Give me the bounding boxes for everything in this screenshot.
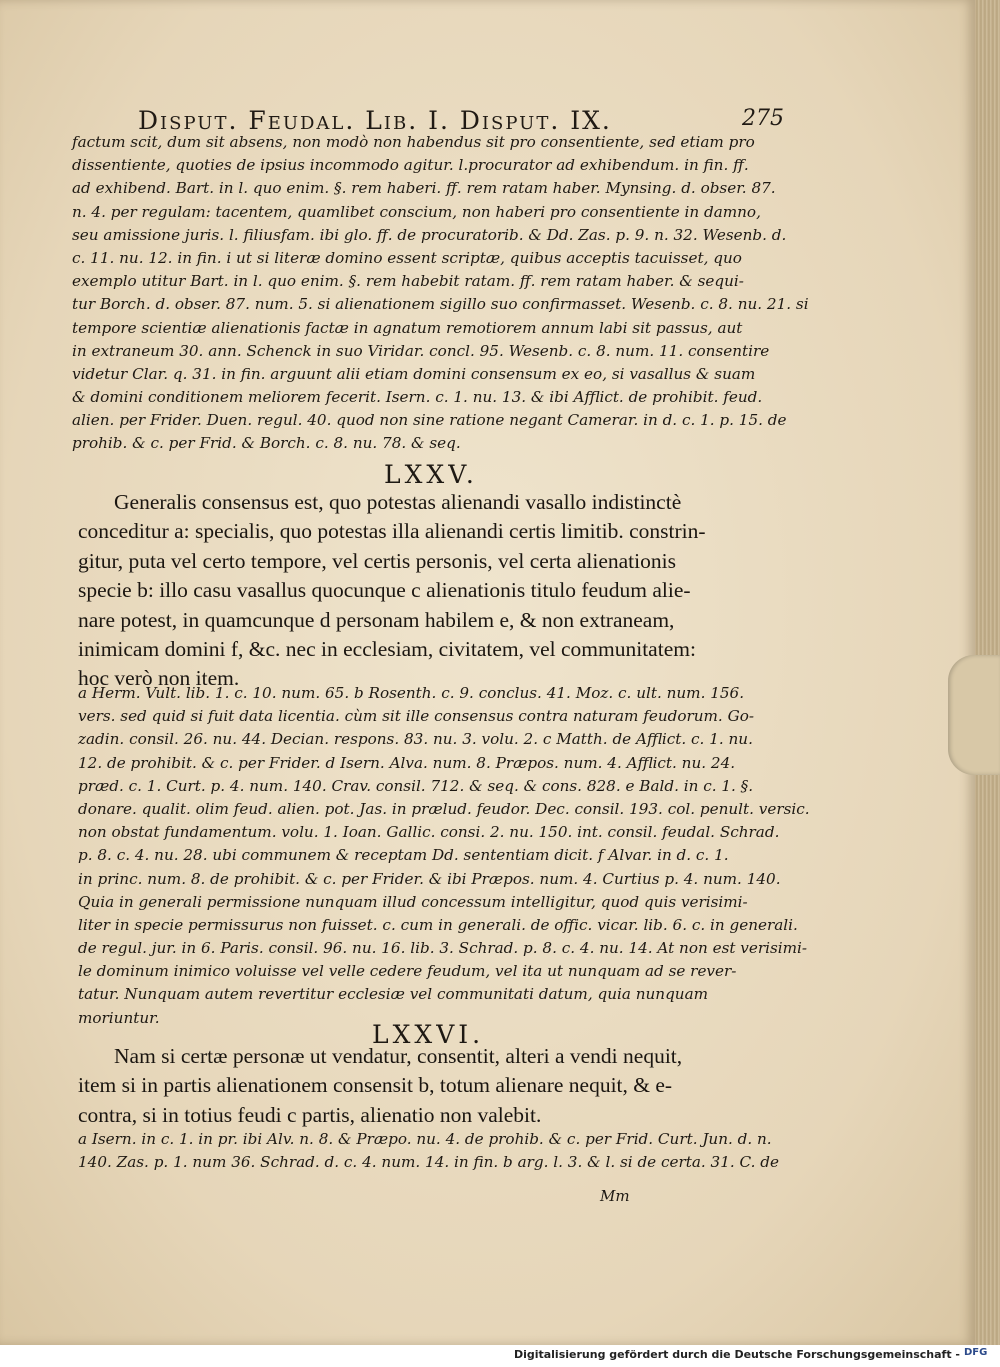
note-line: factum scit, dum sit absens, non modò non habendus sit pro consentiente, sed etiam pro [72,133,755,151]
note-line: præd. c. 1. Curt. p. 4. num. 140. Crav. consil. 712. & seq. & cons. 828. e Bald. in c. 1. §. [78,776,754,795]
note-line: de regul. jur. in 6. Paris. consil. 96. nu. 16. lib. 3. Schrad. p. 8. c. 4. nu. 14. At non est verisimi- [78,939,808,958]
note-line: tatur. Nunquam autem revertitur ecclesiæ vel communitati datum, quia nunquam [78,985,709,1004]
footer-credit: Digitalisierung gefördert durch die Deutsche Forschungsgemeinschaft - [513,1348,960,1361]
book-clasp [948,655,1000,775]
note-line: seu amissione juris. l. filiusfam. ibi glo. ff. de procuratorib. & Dd. Zas. p. 9. n. 32. Wesenb. d. [72,225,787,244]
section-heading-75: LXXV. [384,460,478,489]
note-line: moriuntur. [78,1008,160,1027]
note-line: & domini conditionem meliorem fecerit. Isern. c. 1. nu. 13. & ibi Afflict. de prohibit. feud. [72,388,763,407]
note-line: dissentiente, quoties de ipsius incommodo agitur. l.procurator ad exhibendum. in fin. ff. [72,156,749,175]
body-line: specie b: illo casu vasallus quocunque c alienationis titulo feudum alie- [78,578,691,603]
note-line: prohib. & c. per Frid. & Borch. c. 8. nu. 78. & seq. [72,434,461,453]
section-76-text [78,1042,682,1130]
note-line: ad exhibend. Bart. in l. quo enim. §. rem haberi. ff. rem ratam haber. Mynsing. d. obser. 87. [72,179,776,198]
body-line: item si in partis alienationem consensit b, totum alienare nequit, & e- [78,1073,673,1098]
note-line: c. 11. nu. 12. in fin. i ut si literæ domino essent scriptæ, quibus acceptis tacuisset, quo [72,248,742,267]
catchword: Mm [600,1187,630,1205]
note-line: alien. per Frider. Duen. regul. 40. quod non sine ratione negant Camerar. in d. c. 1. p. 15. de [72,411,787,430]
note-line: Quia in generali permissione nunquam illud concessum intelligitur, quod quis verisimi- [78,892,748,911]
note-line: liter in specie permissurus non fuisset. c. cum in generali. de offic. vicar. lib. 6. c. in generali. [78,915,798,934]
note-line: zadin. consil. 26. nu. 44. Decian. respons. 83. nu. 3. volu. 2. c Matth. de Afflict. c. 1. nu. [78,730,753,749]
body-line: hoc verò non item. [78,666,240,691]
running-title: Disput. Feudal. Lib. I. Disput. IX. [138,106,612,135]
note-line: le dominum inimico voluisse vel velle cedere feudum, vel ita ut nunquam ad se rever- [78,962,737,981]
page-number: 275 [742,106,784,131]
note-line: donare. qualit. olim feud. alien. pot. Jas. in prælud. feudor. Dec. consil. 193. col. penult. versic. [78,799,810,818]
note-line: 140. Zas. p. 1. num 36. Schrad. d. c. 4. num. 14. in fin. b arg. l. 3. & l. si de certa. 31. C. de [78,1153,779,1172]
note-line: vers. sed quid si fuit data licentia. cùm sit ille consensus contra naturam feudorum. Go- [78,707,754,726]
note-line: 12. de prohibit. & c. per Frider. d Isern. Alva. num. 8. Præpos. num. 4. Afflict. nu. 24. [78,753,736,772]
note-line: in princ. num. 8. de prohibit. & c. per Frider. & ibi Præpos. num. 4. Curtius p. 4. num. 140. [78,869,781,888]
note-line: videtur Clar. q. 31. in fin. arguunt alii etiam domini consensum ex eo, si vasallus & suam [72,364,756,383]
body-line: nare potest, in quamcunque d personam habilem e, & non extraneam, [78,607,675,632]
notes-75 [78,682,810,1030]
note-line: in extraneum 30. ann. Schenck in suo Viridar. concl. 95. Wesenb. c. 8. num. 11. consentire [72,341,770,360]
note-line: p. 8. c. 4. nu. 28. ubi communem & receptam Dd. sententiam dicit. f Alvar. in d. c. 1. [78,846,729,865]
notes-top [72,131,809,456]
body-line: Nam si certæ personæ ut vendatur, consentit, alteri a vendi nequit, [114,1044,683,1068]
note-line: a Herm. Vult. lib. 1. c. 10. num. 65. b Rosenth. c. 9. conclus. 41. Moz. c. ult. num. 156. [78,684,745,702]
body-line: conceditur a: specialis, quo potestas illa alienandi certis limitib. constrin- [78,519,706,544]
note-line: tempore scientiæ alienationis factæ in agnatum remotiorem annum labi sit passus, aut [72,318,743,337]
body-line: inimicam domini f, &c. nec in ecclesiam, civitatem, vel communitatem: [78,636,696,661]
note-line: tur Borch. d. obser. 87. num. 5. si alienationem sigillo suo confirmasset. Wesenb. c. 8. nu. 21. si [72,295,809,314]
note-line: a Isern. in c. 1. in pr. ibi Alv. n. 8. & Præpo. nu. 4. de prohib. & c. per Frid. Curt. Jun. d. n. [78,1130,772,1148]
note-line: exemplo utitur Bart. in l. quo enim. §. rem habebit ratam. ff. rem ratam haber. & sequi- [72,272,744,291]
section-heading-76: LXXVI. [372,1020,485,1049]
dfg-logo-icon: DFG [964,1347,988,1358]
body-line: Generalis consensus est, quo potestas alienandi vasallo indistinctè [114,490,682,514]
body-line: contra, si in totius feudi c partis, alienatio non valebit. [78,1102,542,1127]
note-line: n. 4. per regulam: tacentem, quamlibet conscium, non haberi pro consentiente in damno, [72,202,761,221]
note-line: non obstat fundamentum. volu. 1. Ioan. Gallic. consi. 2. nu. 150. int. consil. feudal. Schrad. [78,823,780,842]
body-line: gitur, puta vel certo tempore, vel certis personis, vel certa alienationis [78,548,676,573]
notes-76 [78,1128,779,1174]
section-75-text [78,488,706,694]
